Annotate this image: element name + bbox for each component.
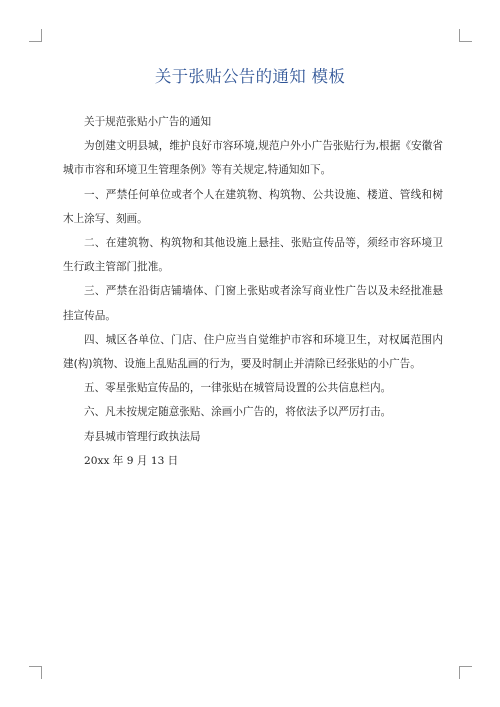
- document-title: 关于张贴公告的通知 模板: [154, 67, 346, 86]
- clause-5: 五、零星张贴宣传品的，一律张贴在城管局设置的公共信息栏内。: [84, 382, 392, 395]
- clause-6: 六、凡未按规定随意张贴、涂画小广告的，将依法予以严厉打击。: [84, 406, 392, 419]
- crop-mark-top-right: [459, 29, 472, 42]
- crop-mark-bottom-right: [459, 666, 472, 679]
- clause-3: 三、严禁在沿街店铺墙体、门窗上张贴或者涂写商业性广告以及未经批准悬挂宣传品。: [63, 285, 443, 322]
- clause-4: 四、城区各单位、门店、住户应当自觉维护市容和环境卫生，对权属范围内建(构)筑物、设施上乱贴乱画的行为，要及时制止并清除已经张贴的小广告。: [63, 333, 443, 371]
- crop-mark-top-left: [29, 29, 42, 42]
- clause-2: 二、在建筑物、构筑物和其他设施上悬挂、张贴宣传品等，须经市容环境卫生行政主管部门批准。: [63, 237, 443, 274]
- intro-paragraph: 为创建文明县城，维护良好市容环境,规范户外小广告张贴行为,根据《安徽省城市市容和环境卫生管理条例》等有关规定,特通知如下。: [63, 140, 443, 177]
- notice-subtitle: 关于规范张贴小广告的通知: [84, 116, 212, 128]
- issue-date: 20xx 年 9 月 13 日: [84, 454, 179, 467]
- crop-mark-bottom-left: [29, 666, 42, 679]
- clause-1: 一、严禁任何单位或者个人在建筑物、构筑物、公共设施、楼道、管线和树木上涂写、刻画。: [63, 188, 443, 225]
- document-body: [63, 110, 443, 473]
- issuing-authority: 寿县城市管理行政执法局: [84, 430, 201, 443]
